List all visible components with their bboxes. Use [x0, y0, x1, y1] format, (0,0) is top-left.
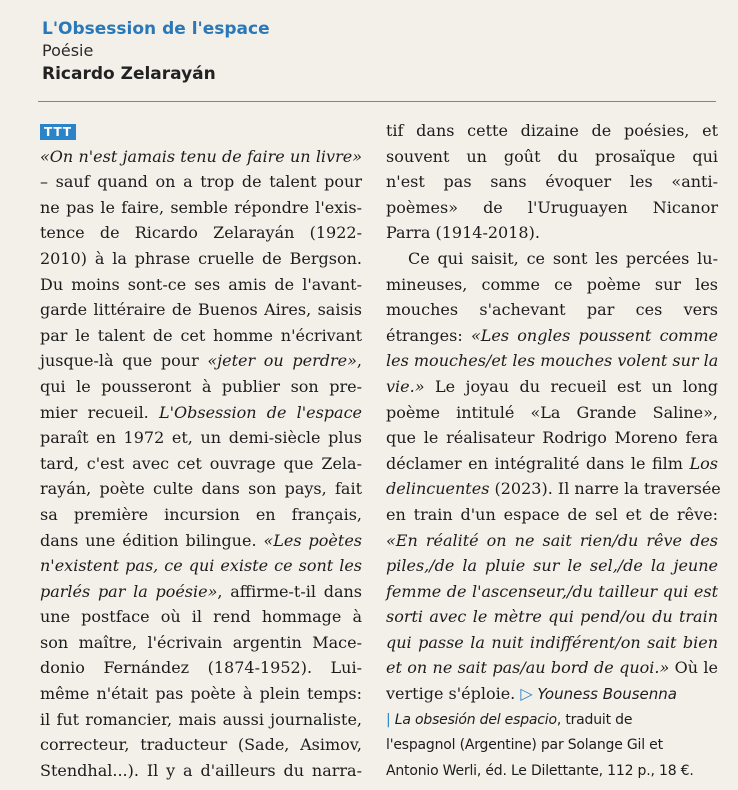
- text-run: souvent un goût du prosaïque qui: [386, 146, 718, 166]
- text-line: [40, 297, 362, 323]
- text-run: étranges:: [386, 325, 471, 345]
- text-line: [386, 272, 718, 298]
- text-line: [40, 732, 362, 758]
- text-run: l'espagnol (Argentine) par Solange Gil et: [386, 737, 663, 754]
- text-run: |: [386, 711, 395, 728]
- text-run: , affirme-t-il dans: [217, 581, 363, 601]
- text-line: [386, 400, 718, 426]
- text-run: delincuentes: [386, 479, 490, 499]
- text-run: piles,/de la pluie sur le sel,/de la jeune: [386, 556, 718, 576]
- text-run: par le talent de cet homme n'écrivant: [40, 325, 362, 345]
- text-line: [386, 553, 718, 579]
- text-run: dans une édition bilingue.: [40, 530, 264, 550]
- text-line: [40, 169, 362, 195]
- text-run: poème intitulé «La Grande Saline»,: [386, 402, 718, 422]
- text-run: Où le: [669, 658, 718, 678]
- rating-badge: TTT: [40, 124, 76, 140]
- text-line: [386, 348, 718, 374]
- text-run: ,: [356, 351, 362, 371]
- arrow-icon: ▷: [520, 684, 533, 704]
- right-column-text: [386, 118, 721, 784]
- text-line: [40, 348, 362, 374]
- text-run: «Les ongles poussent comme: [470, 325, 718, 345]
- text-run: une postface où il rend hommage à: [40, 607, 362, 627]
- text-run: jusque-là que pour: [40, 351, 208, 371]
- text-line: [386, 118, 718, 144]
- text-line: [386, 502, 718, 528]
- text-line: [386, 451, 718, 477]
- text-run: en train d'un espace de sel et de rêve:: [386, 504, 718, 524]
- text-run: parlés par la poésie»: [40, 581, 218, 601]
- text-run: tard, c'est avec cet ouvrage que Zela-: [40, 453, 362, 473]
- text-run: rayán, poète culte dans son pays, fait: [40, 479, 362, 499]
- text-line: [386, 476, 721, 502]
- genre-label: Poésie: [42, 41, 94, 60]
- text-line: [40, 144, 362, 170]
- text-line: [40, 528, 362, 554]
- text-run: «On n'est jamais tenu de faire un livre»: [40, 146, 362, 166]
- text-run: correcteur, traducteur (Sade, Asimov,: [40, 735, 362, 755]
- text-run: vertige s'éploie.: [386, 684, 521, 704]
- header-divider: [38, 101, 716, 102]
- text-run: Parra (1914-2018).: [386, 223, 540, 243]
- text-line: [386, 297, 718, 323]
- text-run: vie.»: [386, 376, 425, 396]
- text-run: mier recueil.: [40, 402, 159, 422]
- text-line: [386, 323, 718, 349]
- text-line: [386, 630, 718, 656]
- text-run: Stendhal...). Il y a d'ailleurs du narra-: [40, 760, 362, 780]
- text-line: [386, 681, 718, 708]
- text-line: [40, 707, 362, 733]
- text-line: [386, 169, 718, 195]
- text-line: [40, 195, 362, 221]
- book-title: L'Obsession de l'espace: [42, 19, 270, 39]
- text-run: tence de Ricardo Zelarayán (1922-: [40, 223, 362, 243]
- text-line: [40, 400, 362, 426]
- article-header: [42, 18, 722, 86]
- text-run: Du moins sont-ce ses amis de l'avant-: [40, 274, 362, 294]
- text-run: mineuses, comme ce poème sur les: [386, 274, 718, 294]
- text-line: [386, 655, 718, 681]
- text-line: [386, 604, 718, 630]
- text-run: les mouches/et les mouches volent sur la: [386, 351, 719, 371]
- text-line: [386, 708, 718, 734]
- right-column: [386, 118, 721, 784]
- text-run: Antonio Werli, éd. Le Dilettante, 112 p., 18 €.: [386, 762, 694, 779]
- text-run: L'Obsession de l'espace: [158, 402, 363, 422]
- text-run: Los: [689, 453, 718, 473]
- text-line: [40, 220, 362, 246]
- text-line: [40, 655, 362, 681]
- text-run: mouches s'achevant par ces vers: [386, 300, 718, 320]
- text-run: et on ne sait pas/au bord de quoi.»: [386, 658, 670, 678]
- text-line: [386, 579, 718, 605]
- text-run: ne pas le faire, semble répondre l'exis-: [40, 197, 362, 217]
- text-run: qui le pousseront à publier son pre-: [40, 376, 362, 396]
- left-column: [40, 118, 362, 783]
- text-line: [386, 144, 718, 170]
- left-column-text: [40, 144, 362, 784]
- text-line: [386, 528, 718, 554]
- text-run: (2023). Il narre la traversée: [489, 479, 721, 499]
- text-run: paraît en 1972 et, un demi-siècle plus: [40, 428, 362, 448]
- text-run: qui passe la nuit indifférent/on sait bien: [386, 632, 718, 652]
- text-run: tif dans cette dizaine de poésies, et: [386, 121, 718, 140]
- text-run: poèmes» de l'Uruguayen Nicanor: [386, 197, 718, 217]
- text-line: [40, 374, 362, 400]
- text-line: [40, 502, 362, 528]
- text-run: il fut romancier, mais aussi journaliste,: [40, 709, 362, 729]
- text-run: «Les poètes: [263, 530, 362, 550]
- text-line: [40, 476, 362, 502]
- text-run: femme de l'ascenseur,/du tailleur qui est: [386, 581, 718, 601]
- text-run: son maître, l'écrivain argentin Mace-: [40, 632, 362, 652]
- text-line: [40, 681, 362, 707]
- text-run: n'est pas sans évoquer les «anti-: [386, 172, 718, 192]
- text-line: [40, 604, 362, 630]
- text-line: [386, 759, 718, 785]
- text-run: sorti avec le mètre qui pend/ou du train: [386, 607, 718, 627]
- text-run: La obsesión del espacio: [394, 711, 557, 728]
- text-line: [40, 758, 362, 784]
- signature: Youness Bousenna: [532, 685, 677, 704]
- text-run: déclamer en intégralité dans le film: [386, 453, 690, 473]
- text-run: , traduit de: [556, 711, 633, 728]
- text-run: sa première incursion en français,: [40, 504, 362, 524]
- text-run: n'existent pas, ce qui existe ce sont les: [40, 556, 362, 576]
- text-line: [40, 272, 362, 298]
- text-line: [40, 425, 362, 451]
- text-line: [386, 425, 718, 451]
- text-run: Le joyau du recueil est un long: [424, 376, 718, 396]
- text-run: que le réalisateur Rodrigo Moreno fera: [386, 428, 718, 448]
- text-line: [40, 553, 362, 579]
- text-run: garde littéraire de Buenos Aires, saisis: [40, 300, 362, 320]
- text-line: [40, 579, 362, 605]
- text-line: [386, 374, 718, 400]
- text-line: [386, 220, 718, 246]
- text-run: 2010) à la phrase cruelle de Bergson.: [40, 248, 362, 268]
- text-run: «jeter ou perdre»: [207, 351, 357, 371]
- text-line: [386, 733, 718, 759]
- text-line: [40, 630, 362, 656]
- text-run: même n'était pas poète à plein temps:: [40, 684, 362, 704]
- text-line: [40, 323, 362, 349]
- text-line: [386, 246, 718, 272]
- text-run: – sauf quand on a trop de talent pour: [40, 172, 362, 192]
- text-run: Ce qui saisit, ce sont les percées lu-: [408, 248, 718, 268]
- text-run: «En réalité on ne sait rien/du rêve des: [386, 530, 718, 550]
- text-run: donio Fernández (1874-1952). Lui-: [40, 658, 362, 678]
- text-line: [40, 451, 362, 477]
- text-line: [40, 246, 362, 272]
- author-name: Ricardo Zelarayán: [42, 64, 216, 84]
- text-line: [386, 195, 718, 221]
